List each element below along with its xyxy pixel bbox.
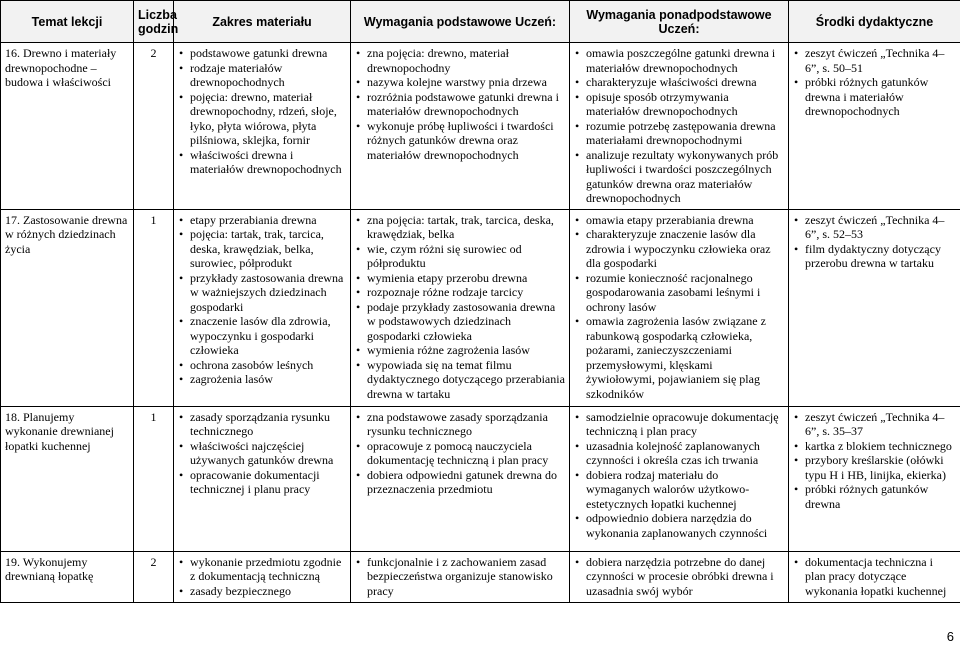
header-scope: Zakres materiału — [174, 1, 351, 43]
list-item: • dokumentacja techniczna i plan pracy dotyczące wykonania łopatki kuchennej — [793, 555, 956, 599]
list-item: • zeszyt ćwiczeń „Technika 4–6”, s. 35–37 — [793, 410, 956, 439]
list-item: • właściwości drewna i materiałów drewnopochodnych — [178, 148, 346, 177]
list-item: • rozróżnia podstawowe gatunki drewna i materiałów drewnopochodnych — [355, 90, 565, 119]
basic-cell — [351, 406, 570, 551]
scope-cell — [174, 551, 351, 602]
list-item: • opisuje sposób otrzymywania materiałów drewnopochodnych — [574, 90, 784, 119]
basic-cell — [351, 551, 570, 602]
header-row — [1, 1, 960, 43]
extended-cell — [570, 43, 789, 210]
topic-cell: 17. Zastosowanie drewna w różnych dziedzinach życia — [1, 209, 134, 406]
topic-cell: 18. Planujemy wykonanie drewnianej łopatki kuchennej — [1, 406, 134, 551]
means-cell — [789, 209, 960, 406]
list-item: • omawia etapy przerabiania drewna — [574, 213, 784, 228]
list-item: • próbki różnych gatunków drewna — [793, 482, 956, 511]
list-item: • nazywa kolejne warstwy pnia drzewa — [355, 75, 565, 90]
list-item: • funkcjonalnie i z zachowaniem zasad bezpieczeństwa organizuje stanowisko pracy — [355, 555, 565, 599]
extended-cell — [570, 406, 789, 551]
list-item: • charakteryzuje znaczenie lasów dla zdrowia i wypoczynku człowieka oraz dla gospodarki — [574, 227, 784, 271]
list-item: • przybory kreślarskie (ołówki typu H i HB, linijka, ekierka) — [793, 453, 956, 482]
list-item: • pojęcia: drewno, materiał drewnopochodny, rdzeń, słoje, łyko, płyta wiórowa, płyta pilśniowa, sklejka, fornir — [178, 90, 346, 148]
scope-cell — [174, 406, 351, 551]
list-item: • znaczenie lasów dla zdrowia, wypoczynku i gospodarki człowieka — [178, 314, 346, 358]
list-item: • opracowanie dokumentacji technicznej i planu pracy — [178, 468, 346, 497]
list-item: • dobiera rodzaj materiału do wymaganych walorów użytkowo-estetycznych łopatki kuchennej — [574, 468, 784, 512]
header-means: Środki dydaktyczne — [789, 1, 960, 43]
list-item: • odpowiednio dobiera narzędzia do wykonania zaplanowanych czynności — [574, 511, 784, 540]
list-item: • samodzielnie opracowuje dokumentację techniczną i plan pracy — [574, 410, 784, 439]
hours-cell: 2 — [134, 551, 174, 602]
header-basic: Wymagania podstawowe Uczeń: — [351, 1, 570, 43]
list-item: • zna pojęcia: drewno, materiał drewnopochodny — [355, 46, 565, 75]
topic-cell: 19. Wykonujemy drewnianą łopatkę — [1, 551, 134, 602]
list-item: • zna podstawowe zasady sporządzania rysunku technicznego — [355, 410, 565, 439]
basic-cell — [351, 43, 570, 210]
list-item: • dobiera narzędzia potrzebne do danej czynności w procesie obróbki drewna i uzasadnia swój wybór — [574, 555, 784, 599]
header-hours: Liczba godzin — [134, 1, 174, 43]
table-row — [1, 406, 960, 551]
header-topic: Temat lekcji — [1, 1, 134, 43]
page-number: 6 — [946, 629, 954, 644]
list-item: • wykonanie przedmiotu zgodnie z dokumentacją techniczną — [178, 555, 346, 584]
hours-cell: 2 — [134, 43, 174, 210]
scope-cell — [174, 209, 351, 406]
list-item: • wypowiada się na temat filmu dydaktycznego dotyczącego przerabiania drewna w tartaku — [355, 358, 565, 402]
list-item: • uzasadnia kolejność zaplanowanych czynności i określa czas ich trwania — [574, 439, 784, 468]
list-item: • opracowuje z pomocą nauczyciela dokumentację techniczną i plan pracy — [355, 439, 565, 468]
hours-cell: 1 — [134, 209, 174, 406]
means-cell — [789, 43, 960, 210]
list-item: • film dydaktyczny dotyczący przerobu drewna w tartaku — [793, 242, 956, 271]
list-item: • rodzaje materiałów drewnopochodnych — [178, 61, 346, 90]
table-row — [1, 43, 960, 210]
list-item: • wie, czym różni się surowiec od półproduktu — [355, 242, 565, 271]
list-item: • omawia poszczególne gatunki drewna i materiałów drewnopochodnych — [574, 46, 784, 75]
list-item: • zasady bezpiecznego — [178, 584, 346, 599]
hours-cell: 1 — [134, 406, 174, 551]
extended-cell — [570, 209, 789, 406]
list-item: • charakteryzuje właściwości drewna — [574, 75, 784, 90]
table-row — [1, 209, 960, 406]
list-item: • kartka z blokiem technicznego — [793, 439, 956, 454]
list-item: • pojęcia: tartak, trak, tarcica, deska, krawędziak, belka, surowiec, półprodukt — [178, 227, 346, 271]
list-item: • właściwości najczęściej używanych gatunków drewna — [178, 439, 346, 468]
list-item: • analizuje rezultaty wykonywanych prób łupliwości i twardości poszczególnych gatunków drewna oraz materiałów drewnopochodnych — [574, 148, 784, 206]
list-item: • omawia zagrożenia lasów związane z rabunkową gospodarką człowieka, pożarami, zanieczyszczeniami przemysłowymi, klęskami żywiołowymi, pojawianiem się plag szkodników — [574, 314, 784, 401]
list-item: • rozumie potrzebę zastępowania drewna materiałami drewnopochodnymi — [574, 119, 784, 148]
extended-cell — [570, 551, 789, 602]
list-item: • przykłady zastosowania drewna w ważniejszych dziedzinach gospodarki — [178, 271, 346, 315]
basic-cell — [351, 209, 570, 406]
scope-cell — [174, 43, 351, 210]
list-item: • zeszyt ćwiczeń „Technika 4–6”, s. 52–53 — [793, 213, 956, 242]
topic-cell: 16. Drewno i materiały drewnopochodne – budowa i właściwości — [1, 43, 134, 210]
list-item: • dobiera odpowiedni gatunek drewna do przeznaczenia przedmiotu — [355, 468, 565, 497]
list-item: • zeszyt ćwiczeń „Technika 4–6”, s. 50–51 — [793, 46, 956, 75]
list-item: • podstawowe gatunki drewna — [178, 46, 346, 61]
list-item: • zagrożenia lasów — [178, 372, 346, 387]
list-item: • zasady sporządzania rysunku technicznego — [178, 410, 346, 439]
means-cell — [789, 551, 960, 602]
list-item: • etapy przerabiania drewna — [178, 213, 346, 228]
list-item: • rozpoznaje różne rodzaje tarcicy — [355, 285, 565, 300]
list-item: • próbki różnych gatunków drewna i materiałów drewnopochodnych — [793, 75, 956, 119]
list-item: • wymienia etapy przerobu drewna — [355, 271, 565, 286]
means-cell — [789, 406, 960, 551]
table-row — [1, 551, 960, 602]
list-item: • rozumie konieczność racjonalnego gospodarowania zasobami leśnymi i ochrony lasów — [574, 271, 784, 315]
list-item: • wykonuje próbę łupliwości i twardości różnych gatunków drewna oraz materiałów drewnopochodnych — [355, 119, 565, 163]
list-item: • zna pojęcia: tartak, trak, tarcica, deska, krawędziak, belka — [355, 213, 565, 242]
list-item: • ochrona zasobów leśnych — [178, 358, 346, 373]
list-item: • wymienia różne zagrożenia lasów — [355, 343, 565, 358]
list-item: • podaje przykłady zastosowania drewna w podstawowych dziedzinach gospodarki człowieka — [355, 300, 565, 344]
header-extended: Wymagania ponadpodstawowe Uczeń: — [570, 1, 789, 43]
